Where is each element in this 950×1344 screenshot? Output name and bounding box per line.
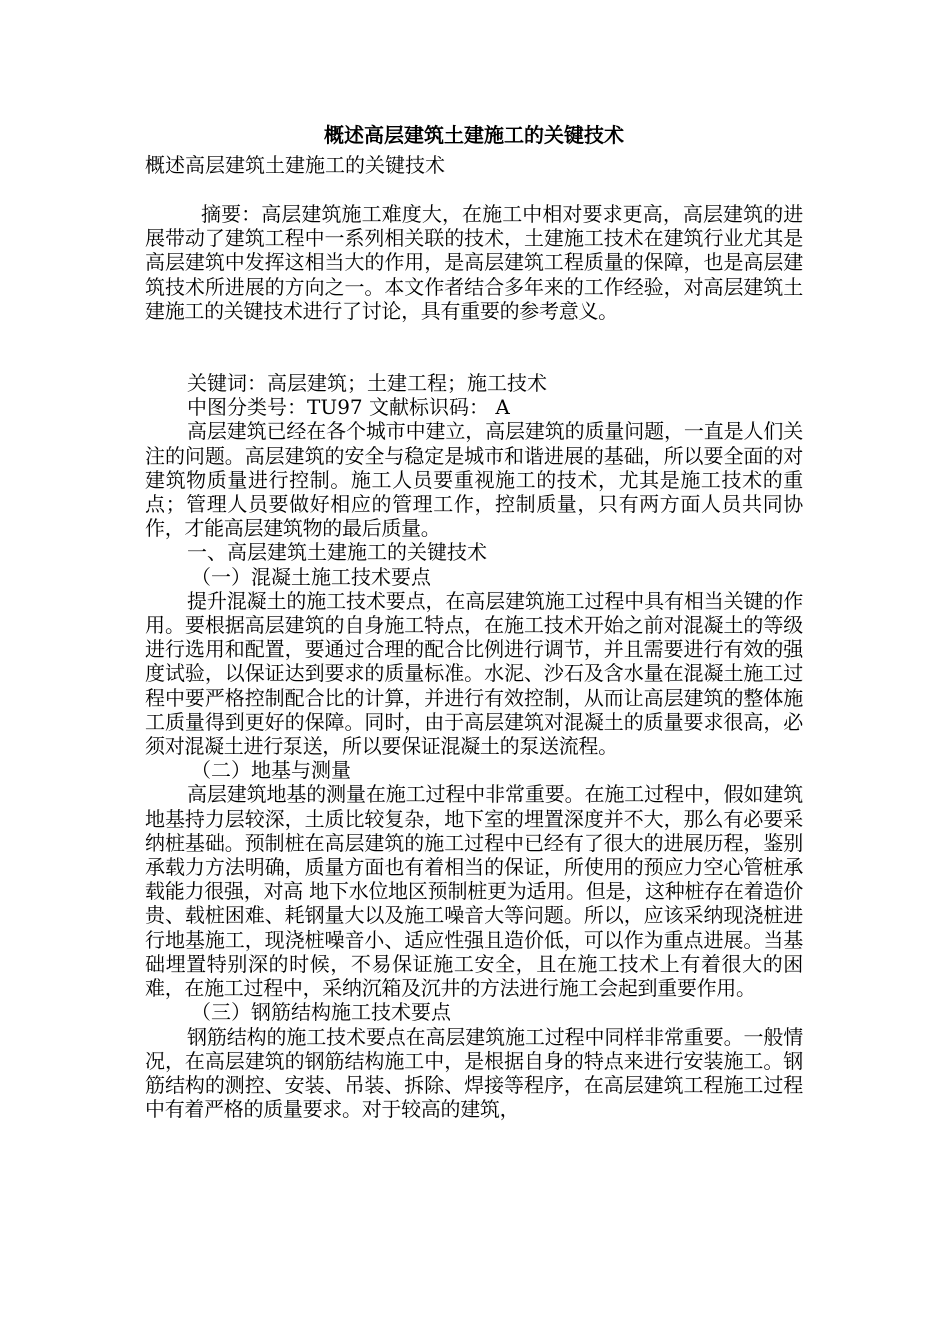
concrete-paragraph: 提升混凝土的施工技术要点，在高层建筑施工过程中具有相当关键的作用。要根据高层建筑的自身施工特点，在施工技术开始之前对混凝土的等级进行选用和配置，要通过合理的配合比例进行调节，并且需要进行有效的强度试验，以保证达到要求的质量标准。水泥、沙石及含水量在混凝土施工过程中要严格控制配合比的计算，并进行有效控制，从而让高层建筑的整体施工质量得到更好的保障。同时，由于高层建筑对混凝土的质量要求很高，必须对混凝土进行泵送，所以要保证混凝土的泵送流程。 (145, 588, 803, 759)
blank-line (145, 178, 803, 202)
document-subtitle: 概述高层建筑土建施工的关键技术 (145, 153, 445, 177)
classification-line: 中图分类号：TU97 文献标识码： A (187, 395, 510, 420)
document-title: 概述高层建筑土建施工的关键技术 (324, 123, 624, 147)
section-heading: 一、高层建筑土建施工的关键技术 (187, 540, 487, 565)
subsection-heading-steel: （三）钢筋结构施工技术要点 (191, 1000, 451, 1025)
subsection-heading-concrete: （一）混凝土施工技术要点 (191, 564, 431, 589)
subsection-heading-foundation: （二）地基与测量 (191, 758, 351, 783)
blank-line (145, 347, 803, 371)
intro-paragraph: 高层建筑已经在各个城市中建立，高层建筑的质量问题，一直是人们关注的问题。高层建筑的安全与稳定是城市和谐进展的基础，所以要全面的对建筑物质量进行控制。施工人员要重视施工的技术，尤其是施工技术的重点；管理人员要做好相应的管理工作，控制质量，只有两方面人员共同协作，才能高层建筑物的最后质量。 (145, 419, 803, 541)
document-page (145, 118, 803, 1121)
foundation-paragraph: 高层建筑地基的测量在施工过程中非常重要。在施工过程中，假如建筑地基持力层较深，土质比较复杂，地下室的埋置深度并不大，那么有必要采纳桩基础。预制桩在高层建筑的施工过程中已经有了很大的进展历程，鉴别承载力方法明确，质量方面也有着相当的保证，所使用的预应力空心管桩承载能力很强，对高 地下水位地区预制桩更为适用。但是，这种桩存在着造价贵、载桩困难、耗钢量大以及施工噪音大等问题。所以，应该采纳现浇桩进行地基施工，现浇桩噪音小、适应性强且造价低，可以作为重点进展。当基础埋置特别深的时候，不易保证施工安全，且在施工技术上有着很大的困难，在施工过程中，采纳沉箱及沉井的方法进行施工会起到重要作用。 (145, 782, 803, 1001)
abstract-paragraph: 摘要：高层建筑施工难度大，在施工中相对要求更高，高层建筑的进展带动了建筑工程中一系列相关联的技术，土建施工技术在建筑行业尤其是高层建筑中发挥这相当大的作用，是高层建筑工程质量的保障，也是高层建筑技术所进展的方向之一。本文作者结合多年来的工作经验，对高层建筑土建施工的关键技术进行了讨论，具有重要的参考意义。 (145, 202, 803, 323)
steel-paragraph: 钢筋结构的施工技术要点在高层建筑施工过程中同样非常重要。一般情况，在高层建筑的钢筋结构施工中，是根据自身的特点来进行安装施工。钢筋结构的测控、安装、吊装、拆除、焊接等程序，在高层建筑工程施工过程中有着严格的质量要求。对于较高的建筑， (145, 1024, 803, 1122)
blank-line (145, 323, 803, 347)
keywords-line: 关键词：高层建筑；土建工程；施工技术 (187, 371, 547, 396)
